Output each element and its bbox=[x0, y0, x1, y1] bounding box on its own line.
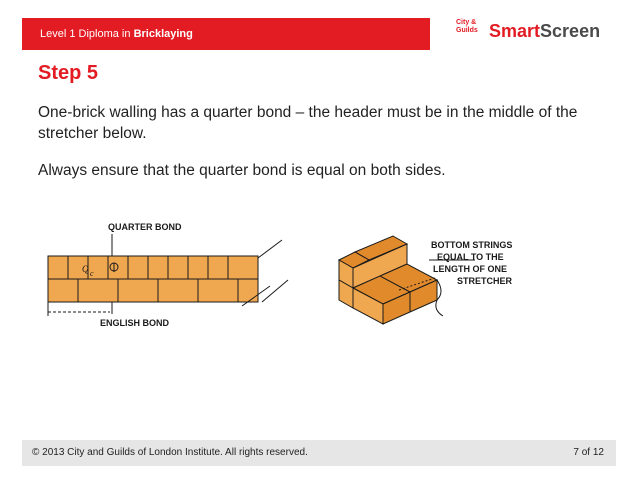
callout-line-4: STRETCHER bbox=[457, 276, 513, 286]
callout-line-2: EQUAL TO THE bbox=[437, 252, 504, 262]
english-bond-diagram bbox=[30, 210, 290, 340]
course-title bbox=[40, 28, 193, 40]
slide-title: Step 5 bbox=[38, 62, 99, 84]
slide-paragraph-1: One-brick walling has a quarter bond – the header must be in the middle of the stretcher below. bbox=[38, 104, 578, 142]
break-line-3 bbox=[262, 280, 288, 302]
brand-name bbox=[489, 21, 600, 42]
course-subject: Bricklaying bbox=[133, 28, 193, 40]
brand-smart: Smart bbox=[489, 21, 541, 41]
city-guilds-logo bbox=[456, 19, 488, 35]
footer-bar bbox=[22, 440, 616, 466]
closer-mark-c: c bbox=[90, 269, 94, 278]
copyright-text: © 2013 City and Guilds of London Institute. All rights reserved. bbox=[32, 447, 308, 458]
callout-line-1: BOTTOM STRINGS bbox=[431, 240, 513, 250]
closer-mark: Q bbox=[82, 264, 89, 274]
slide-paragraph-2: Always ensure that the quarter bond is equal on both sides. bbox=[38, 162, 446, 179]
english-bond-label: ENGLISH BOND bbox=[100, 318, 170, 328]
page-indicator: 7 of 12 bbox=[573, 447, 604, 458]
brand-screen: Screen bbox=[540, 21, 601, 41]
course-banner bbox=[22, 18, 430, 50]
bottom-strings-diagram bbox=[325, 230, 565, 340]
break-line-1 bbox=[258, 240, 282, 258]
logo-bottom-text: Guilds bbox=[456, 27, 478, 34]
course-prefix: Level 1 Diploma in bbox=[40, 28, 131, 40]
header-bar bbox=[0, 0, 638, 50]
logo-top-text: City & bbox=[456, 19, 477, 26]
quarter-bond-label: QUARTER BOND bbox=[108, 222, 182, 232]
callout-line-3: LENGTH OF ONE bbox=[433, 264, 507, 274]
